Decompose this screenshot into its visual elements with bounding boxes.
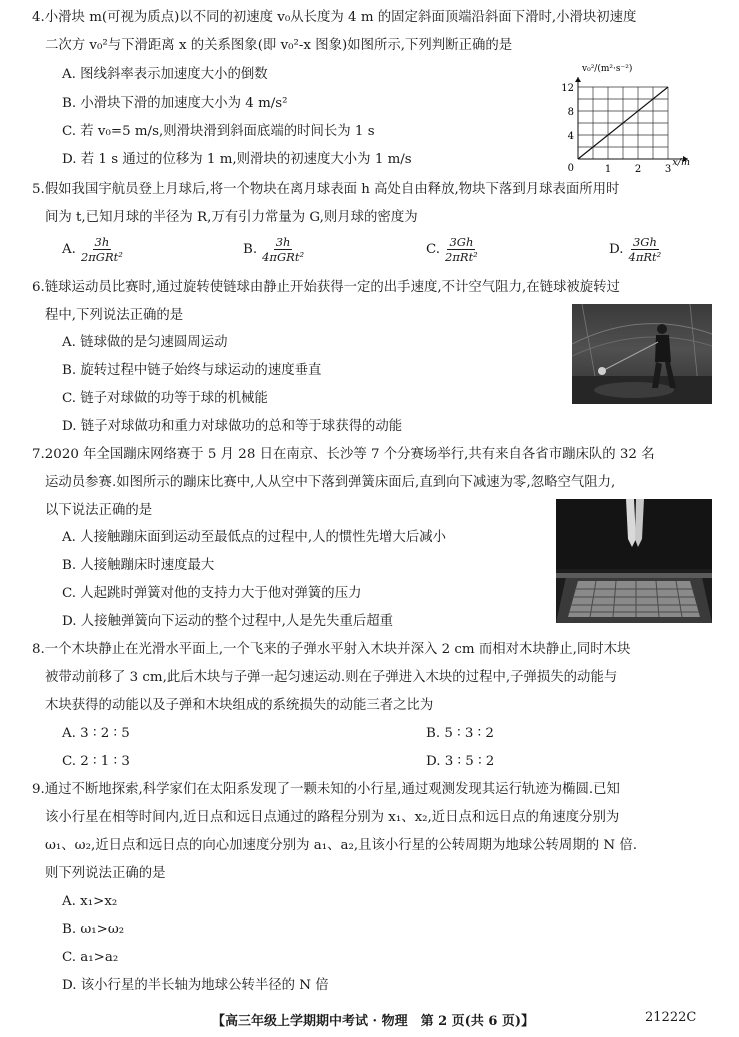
q8-stem-line3: 木块获得的动能以及子弹和木块组成的系统损失的动能三者之比为	[45, 698, 434, 713]
q8-option-a: A. 3 ∶ 2 ∶ 5	[62, 726, 130, 741]
q5-option-d: D. $\frac{3Gh}{\text{4πRt²}}$	[609, 235, 662, 264]
x-axis-label: x/m	[672, 157, 690, 168]
x-tick-label: 1	[604, 164, 612, 175]
q7-option-a: A. 人接触蹦床面到运动至最低点的过程中,人的惯性先增大后减小	[62, 530, 446, 545]
q9-option-d: D. 该小行星的半长轴为地球公转半径的 N 倍	[62, 978, 329, 993]
q4-option-b: B. 小滑块下滑的加速度大小为 4 m/s²	[62, 96, 288, 111]
q9-option-c: C. a₁>a₂	[62, 950, 119, 965]
q9-stem-line3: ω₁、ω₂,近日点和远日点的向心加速度分别为 a₁、a₂,且该小行星的公转周期为地球公转周期的 N 倍.	[45, 838, 637, 853]
q5-stem-line1: 5.假如我国宇航员登上月球后,将一个物块在离月球表面 h 高处自由释放,物块下落到月球表面所用时	[32, 182, 620, 197]
q8-stem-line2: 被带动前移了 3 cm,此后木块与子弹一起匀速运动.则在子弹进入木块的过程中,子弹损失的动能与	[45, 670, 618, 685]
page-footer: 【高三年级上学期期中考试 · 物理 第 2 页(共 6 页)】	[212, 1014, 535, 1029]
q6-option-a: A. 链球做的是匀速圆周运动	[62, 335, 228, 350]
y-tick-label: 4	[567, 131, 574, 142]
paper-code: 21222C	[645, 1010, 697, 1025]
q5-option-c: C. $\frac{3Gh}{\text{2πRt²}}$	[426, 235, 478, 264]
trampoline-illustration	[556, 499, 712, 623]
y-tick-label: 12	[561, 83, 574, 94]
q9-stem-line4: 则下列说法正确的是	[45, 866, 166, 881]
q7-option-b: B. 人接触蹦床时速度最大	[62, 558, 215, 573]
q4-stem-line2: 二次方 v₀²与下滑距离 x 的关系图象(即 v₀²-x 图象)如图所示,下列判断正确的是	[45, 38, 513, 53]
q9-stem-line2: 该小行星在相等时间内,近日点和远日点通过的路程分别为 x₁、x₂,近日点和远日点的角速度分别为	[45, 810, 620, 825]
v0-squared-vs-x-graph	[540, 62, 720, 177]
q4-option-d: D. 若 1 s 通过的位移为 1 m,则滑块的初速度大小为 1 m/s	[62, 152, 412, 167]
q8-option-c: C. 2 ∶ 1 ∶ 3	[62, 754, 130, 769]
hammer-throw-illustration	[572, 304, 712, 404]
q5-option-a: A. $\frac{3h}{\text{2πGRt²}}$	[62, 235, 123, 264]
y-axis-arrow	[575, 77, 581, 82]
q5-stem-line2: 间为 t,已知月球的半径为 R,万有引力常量为 G,则月球的密度为	[45, 210, 418, 225]
q6-stem-line1: 6.链球运动员比赛时,通过旋转使链球由静止开始获得一定的出手速度,不计空气阻力,在链球被旋转过	[32, 280, 620, 295]
q7-stem-line2: 运动员参赛.如图所示的蹦床比赛中,人从空中下落到弹簧床面后,直到向下减速为零,忽略空气阻力,	[45, 475, 616, 490]
q6-option-c: C. 链子对球做的功等于球的机械能	[62, 391, 268, 406]
q8-option-d: D. 3 ∶ 5 ∶ 2	[426, 754, 495, 769]
x-tick-label: 3	[664, 164, 672, 175]
q7-stem-line3: 以下说法正确的是	[45, 503, 153, 518]
trampoline-photo	[556, 499, 712, 623]
q9-option-b: B. ω₁>ω₂	[62, 922, 125, 937]
q4-option-c: C. 若 v₀=5 m/s,则滑块滑到斜面底端的时间长为 1 s	[62, 124, 375, 139]
q4-stem-line1: 4.小滑块 m(可视为质点)以不同的初速度 v₀从长度为 4 m 的固定斜面顶端沿斜面下滑时,小滑块初速度	[32, 10, 637, 25]
q8-option-b: B. 5 ∶ 3 ∶ 2	[426, 726, 494, 741]
q7-option-c: C. 人起跳时弹簧对他的支持力大于他对弹簧的压力	[62, 586, 362, 601]
q8-stem-line1: 8.一个木块静止在光滑水平面上,一个飞来的子弹水平射入木块并深入 2 cm 而相对木块静止,同时木块	[32, 642, 631, 657]
hammer-throw-photo	[572, 304, 712, 404]
q5-option-b: B. $\frac{3h}{\text{4πGRt²}}$	[243, 235, 305, 264]
origin-label: 0	[567, 163, 574, 174]
q7-option-d: D. 人接触弹簧向下运动的整个过程中,人是先失重后超重	[62, 614, 394, 629]
y-tick-label: 8	[567, 107, 574, 118]
q9-option-a: A. x₁>x₂	[62, 894, 118, 909]
y-axis-label: v₀²/(m²·s⁻²)	[582, 64, 633, 74]
q6-option-d: D. 链子对球做功和重力对球做功的总和等于球获得的动能	[62, 419, 403, 434]
x-tick-label: 2	[634, 164, 642, 175]
q7-stem-line1: 7.2020 年全国蹦床网络赛于 5 月 28 日在南京、长沙等 7 个分赛场举行,共有来自各省市蹦床队的 32 名	[32, 447, 655, 462]
q4-option-a: A. 图线斜率表示加速度大小的倒数	[62, 67, 268, 82]
q6-stem-line2: 程中,下列说法正确的是	[45, 308, 184, 323]
q9-stem-line1: 9.通过不断地探索,科学家们在太阳系发现了一颗未知的小行星,通过观测发现其运行轨迹为椭圆.已知	[32, 782, 620, 797]
q6-option-b: B. 旋转过程中链子始终与球运动的速度垂直	[62, 363, 322, 378]
